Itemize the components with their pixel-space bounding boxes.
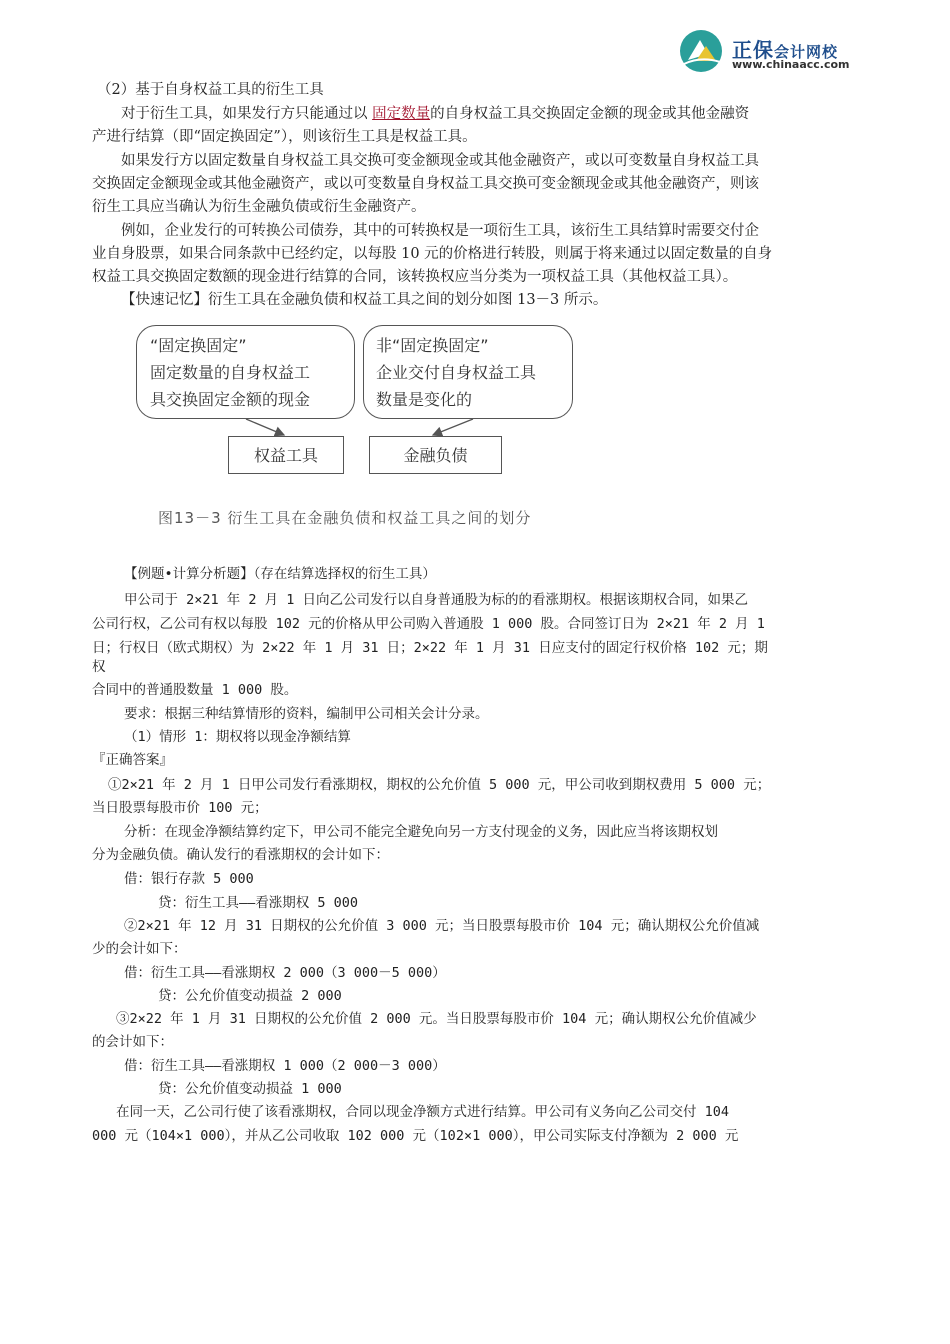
- case-heading: （1）情形 1：期权将以现金净额结算: [124, 729, 351, 745]
- box-line: 具交换固定金额的现金: [150, 390, 311, 409]
- answer-line: ①2×21 年 2 月 1 日甲公司发行看涨期权，期权的公允价值 5 000 元，甲公司收到期权费用 5 000 元；: [108, 777, 771, 793]
- paragraph-line: 交换固定金额现金或其他金融资产，或以可变数量自身权益工具交换可变金额现金或其他金融资产，则该: [92, 176, 759, 192]
- paragraph-line: 衍生工具应当确认为衍生金融负债或衍生金融资产。: [92, 199, 426, 215]
- figure-caption: 图13－3 衍生工具在金融负债和权益工具之间的划分: [158, 509, 532, 527]
- journal-debit: 借：银行存款 5 000: [124, 871, 254, 887]
- logo-brand: 正保会计网校: [732, 38, 839, 62]
- fixed-for-fixed-box: [136, 325, 355, 419]
- answer-line: 的会计如下：: [92, 1034, 173, 1050]
- box-line: “固定换固定”: [150, 336, 247, 355]
- question-line: 公司行权，乙公司有权以每股 102 元的价格从甲公司购入普通股 1 000 股。合同签订日为 2×21 年 2 月 1: [92, 616, 765, 632]
- financial-liability-box: [369, 436, 502, 474]
- answer-label: 『正确答案』: [92, 752, 173, 768]
- chinaacc-logo: [678, 28, 878, 78]
- non-fixed-for-fixed-box: [363, 325, 573, 419]
- paragraph-line: 业自身股票，如果合同条款中已经约定，以每股 10 元的价格进行转股，则属于将来通过以固定数量的自身: [92, 246, 773, 262]
- logo-emblem-icon: [678, 28, 726, 74]
- settlement-line: 在同一天，乙公司行使了该看涨期权，合同以现金净额方式进行结算。甲公司有义务向乙公司交付 104: [116, 1104, 730, 1120]
- requirement-line: 要求：根据三种结算情形的资料，编制甲公司相关会计分录。: [124, 706, 489, 722]
- paragraph-line: 产进行结算（即“固定换固定”），则该衍生工具是权益工具。: [92, 129, 477, 145]
- paragraph-line: 如果发行方以固定数量自身权益工具交换可变金额现金或其他金融资产，或以可变数量自身权益工具: [121, 153, 759, 169]
- journal-debit: 借：衍生工具——看涨期权 2 000（3 000－5 000）: [124, 965, 446, 981]
- paragraph-line: 对于衍生工具，如果发行方只能通过以 固定数量的自身权益工具交换固定金额的现金或其他金融资: [121, 106, 750, 122]
- paragraph-line: 权益工具交换固定数额的现金进行结算的合同，该转换权应当分类为一项权益工具（其他权益工具）。: [92, 269, 738, 285]
- box-line: 固定数量的自身权益工: [150, 363, 311, 382]
- arrow-to-liability: [433, 419, 473, 435]
- box-line: 企业交付自身权益工具: [376, 363, 537, 382]
- logo-url: www.chinaacc.com: [732, 58, 850, 71]
- question-line: 权: [92, 659, 106, 675]
- question-line: 合同中的普通股数量 1 000 股。: [92, 682, 298, 698]
- quick-memory-line: 【快速记忆】衍生工具在金融负债和权益工具之间的划分如图 13－3 所示。: [121, 292, 608, 308]
- arrow-to-equity: [246, 419, 284, 435]
- answer-line: ②2×21 年 12 月 31 日期权的公允价值 3 000 元；当日股票每股市价 104 元；确认期权公允价值减: [124, 918, 760, 934]
- question-line: 日；行权日（欧式期权）为 2×22 年 1 月 31 日；2×22 年 1 月 31 日应支付的固定行权价格 102 元；期: [92, 640, 768, 656]
- box-label: 权益工具: [253, 446, 318, 465]
- highlight-fixed-quantity: 固定数量: [372, 106, 431, 122]
- question-line: 甲公司于 2×21 年 2 月 1 日向乙公司发行以自身普通股为标的的看涨期权。根据该期权合同，如果乙: [124, 592, 749, 608]
- box-line: 数量是变化的: [376, 390, 473, 409]
- analysis-line: 分为金融负债。确认发行的看涨期权的会计如下：: [92, 847, 389, 863]
- settlement-line: 000 元（104×1 000），并从乙公司收取 102 000 元（102×1 000），甲公司实际支付净额为 2 000 元: [92, 1128, 739, 1144]
- journal-credit: 贷：公允价值变动损益 1 000: [158, 1081, 342, 1097]
- journal-credit: 贷：衍生工具——看涨期权 5 000: [158, 895, 359, 911]
- paragraph-line: 例如，企业发行的可转换公司债券，其中的可转换权是一项衍生工具，该衍生工具结算时需要交付企: [121, 223, 759, 239]
- answer-line: ③2×22 年 1 月 31 日期权的公允价值 2 000 元。当日股票每股市价 104 元；确认期权公允价值减少: [116, 1011, 757, 1027]
- answer-line: 当日股票每股市价 100 元；: [92, 800, 268, 816]
- cropped-text-fragment: [94, 55, 204, 61]
- equity-instrument-box: [228, 436, 344, 474]
- example-title: 【例题•计算分析题】（存在结算选择权的衍生工具）: [124, 566, 436, 582]
- analysis-line: 分析：在现金净额结算约定下，甲公司不能完全避免向另一方支付现金的义务，因此应当将该期权划: [124, 824, 718, 840]
- answer-line: 少的会计如下：: [92, 941, 187, 957]
- journal-credit: 贷：公允价值变动损益 2 000: [158, 988, 342, 1004]
- journal-debit: 借：衍生工具——看涨期权 1 000（2 000－3 000）: [124, 1058, 446, 1074]
- section-heading: （2）基于自身权益工具的衍生工具: [97, 82, 324, 98]
- box-line: 非“固定换固定”: [376, 336, 489, 355]
- box-label: 金融负债: [403, 446, 468, 465]
